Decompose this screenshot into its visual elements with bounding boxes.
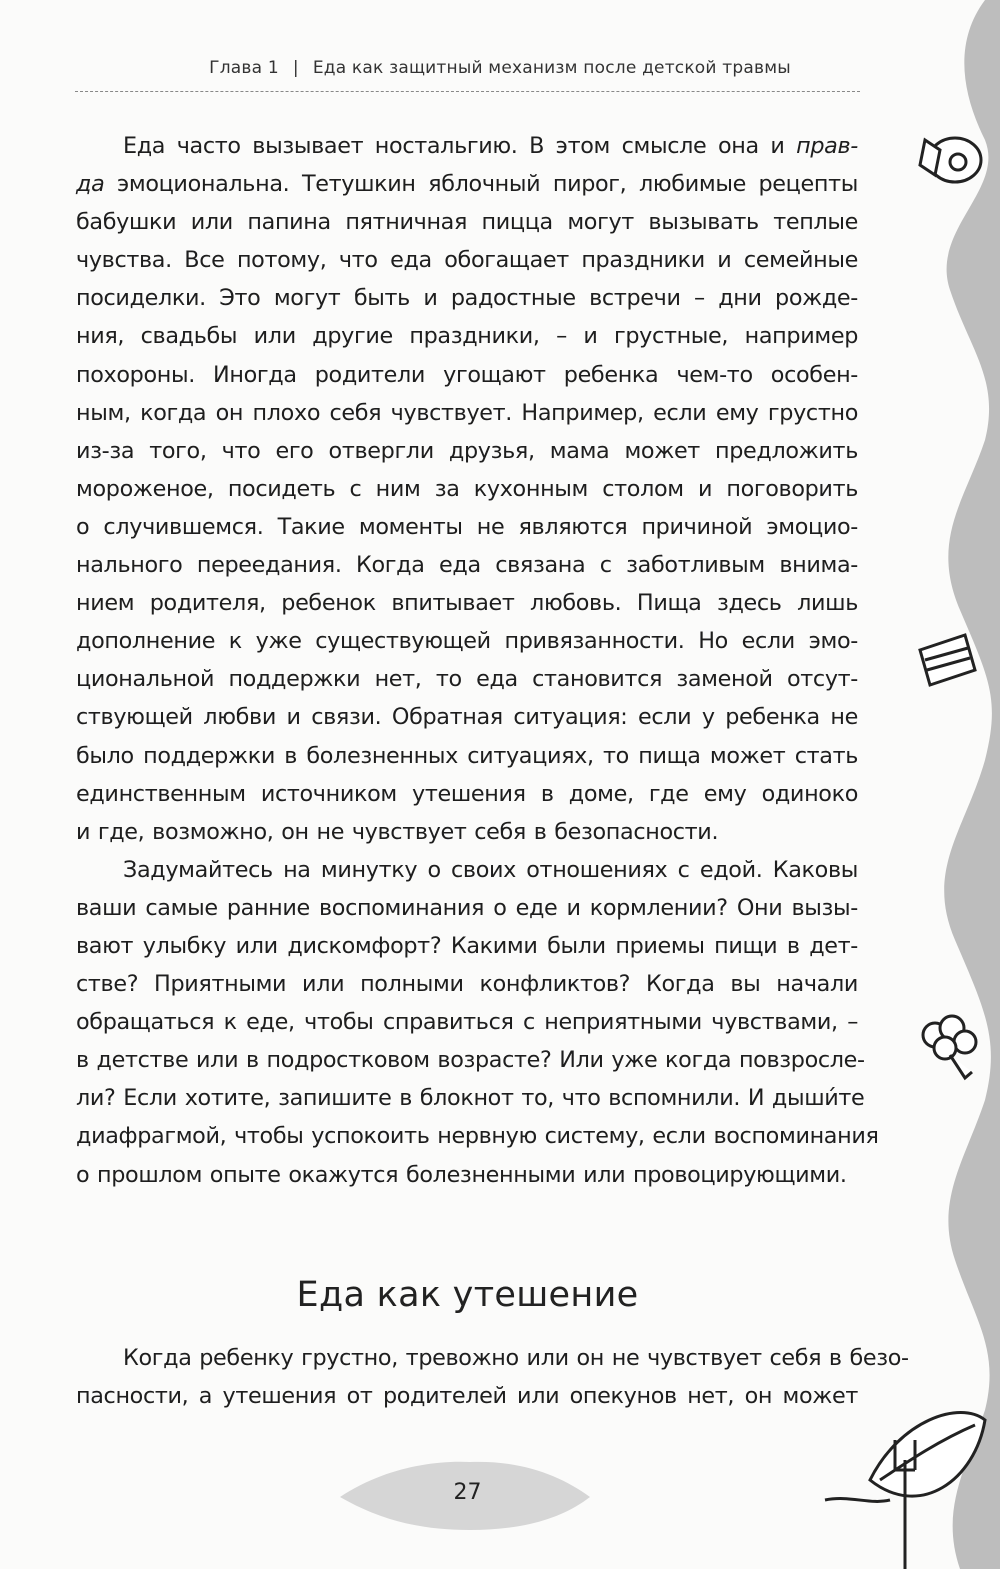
text-line: циональной поддержки нет, то еда становится заменой отсут- bbox=[76, 666, 858, 693]
text-line: о случившемся. Такие моменты не являются причиной эмоцио- bbox=[76, 513, 858, 540]
text-line: о прошлом опыте окажутся болезненными или провоцирующими. bbox=[76, 1161, 847, 1188]
paragraph-1-lines bbox=[76, 203, 858, 851]
header-divider bbox=[75, 91, 860, 92]
paragraph-3-lines bbox=[76, 1339, 909, 1415]
chapter-label: Глава 1 bbox=[209, 58, 279, 78]
text-line: посиделки. Это могут быть и радостные встречи – дни рожде- bbox=[76, 285, 858, 312]
text-line: обращаться к еде, чтобы справиться с неприятными чувствами, – bbox=[76, 1009, 858, 1036]
text-line: стве? Приятными или полными конфликтов? Когда вы начали bbox=[76, 971, 858, 998]
header-separator: | bbox=[292, 58, 299, 78]
italic-text: да bbox=[76, 171, 105, 198]
text-line: и где, возможно, он не чувствует себя в безопасности. bbox=[76, 818, 719, 845]
page-number: 27 bbox=[453, 1480, 482, 1505]
text-line: ствующей любви и связи. Обратная ситуация: если у ребенка не bbox=[76, 704, 858, 731]
text-line: Когда ребенку грустно, тревожно или он не чувствует себя в безо- bbox=[123, 1345, 909, 1371]
text-line: диафрагмой, чтобы успокоить нервную систему, если воспоминания bbox=[76, 1123, 879, 1150]
wavy-margin-band bbox=[944, 0, 1000, 1569]
text-line: ния, свадьбы или другие праздники, – и грустные, например bbox=[76, 323, 858, 350]
body-text-continued bbox=[76, 1339, 909, 1415]
text-line: нального переедания. Когда еда связана с заботливым внима- bbox=[76, 552, 858, 579]
text-line: Задумайтесь на минутку о своих отношениях с едой. Каковы bbox=[123, 856, 858, 883]
text-line: вают улыбку или дискомфорт? Какими были приемы пищи в дет- bbox=[76, 932, 858, 959]
text-line bbox=[76, 165, 858, 203]
italic-text: прав- bbox=[796, 133, 858, 159]
broccoli-icon bbox=[923, 1016, 976, 1078]
text-line: ным, когда он плохо себя чувствует. Например, если ему грустно bbox=[76, 399, 858, 426]
text-line: бабушки или папина пятничная пицца могут вызывать теплые bbox=[76, 209, 858, 236]
text-line bbox=[76, 127, 858, 165]
text-span: Еда часто вызывает ностальгию. В этом смысле она и bbox=[123, 133, 797, 159]
text-line: пасности, а утешения от родителей или опекунов нет, он может bbox=[76, 1383, 858, 1410]
text-line: похороны. Иногда родители угощают ребенка чем-то особен- bbox=[76, 361, 858, 388]
text-line: из-за того, что его отвергли друзья, мама может предложить bbox=[76, 437, 858, 464]
section-heading: Еда как утешение bbox=[296, 1275, 639, 1315]
running-header bbox=[0, 58, 1000, 78]
paragraph-2-lines bbox=[76, 851, 879, 1194]
text-line: ли? Если хотите, запишите в блокнот то, что вспомнили. И дыши́те bbox=[76, 1085, 865, 1112]
chapter-title: Еда как защитный механизм после детской травмы bbox=[312, 58, 791, 78]
sandwich-icon bbox=[920, 635, 975, 685]
text-span: эмоциональна. Тетушкин яблочный пирог, любимые рецепты bbox=[104, 171, 858, 198]
text-line: дополнение к уже существующей привязанности. Но если эмо- bbox=[76, 628, 858, 655]
text-line: мороженое, посидеть с ним за кухонным столом и поговорить bbox=[76, 475, 858, 502]
body-text bbox=[76, 127, 879, 1194]
text-line: было поддержки в болезненных ситуациях, то пища может стать bbox=[76, 742, 858, 769]
text-line: единственным источником утешения в доме, где ему одиноко bbox=[76, 780, 858, 807]
text-line: в детстве или в подростковом возрасте? Или уже когда повзросле- bbox=[76, 1047, 865, 1074]
text-line: чувства. Все потому, что еда обогащает праздники и семейные bbox=[76, 247, 858, 274]
text-line: ваши самые ранние воспоминания о еде и кормлении? Они вызы- bbox=[76, 894, 858, 921]
text-line: нием родителя, ребенок впитывает любовь. Пища здесь лишь bbox=[76, 590, 858, 617]
mushroom-icon bbox=[920, 138, 981, 182]
